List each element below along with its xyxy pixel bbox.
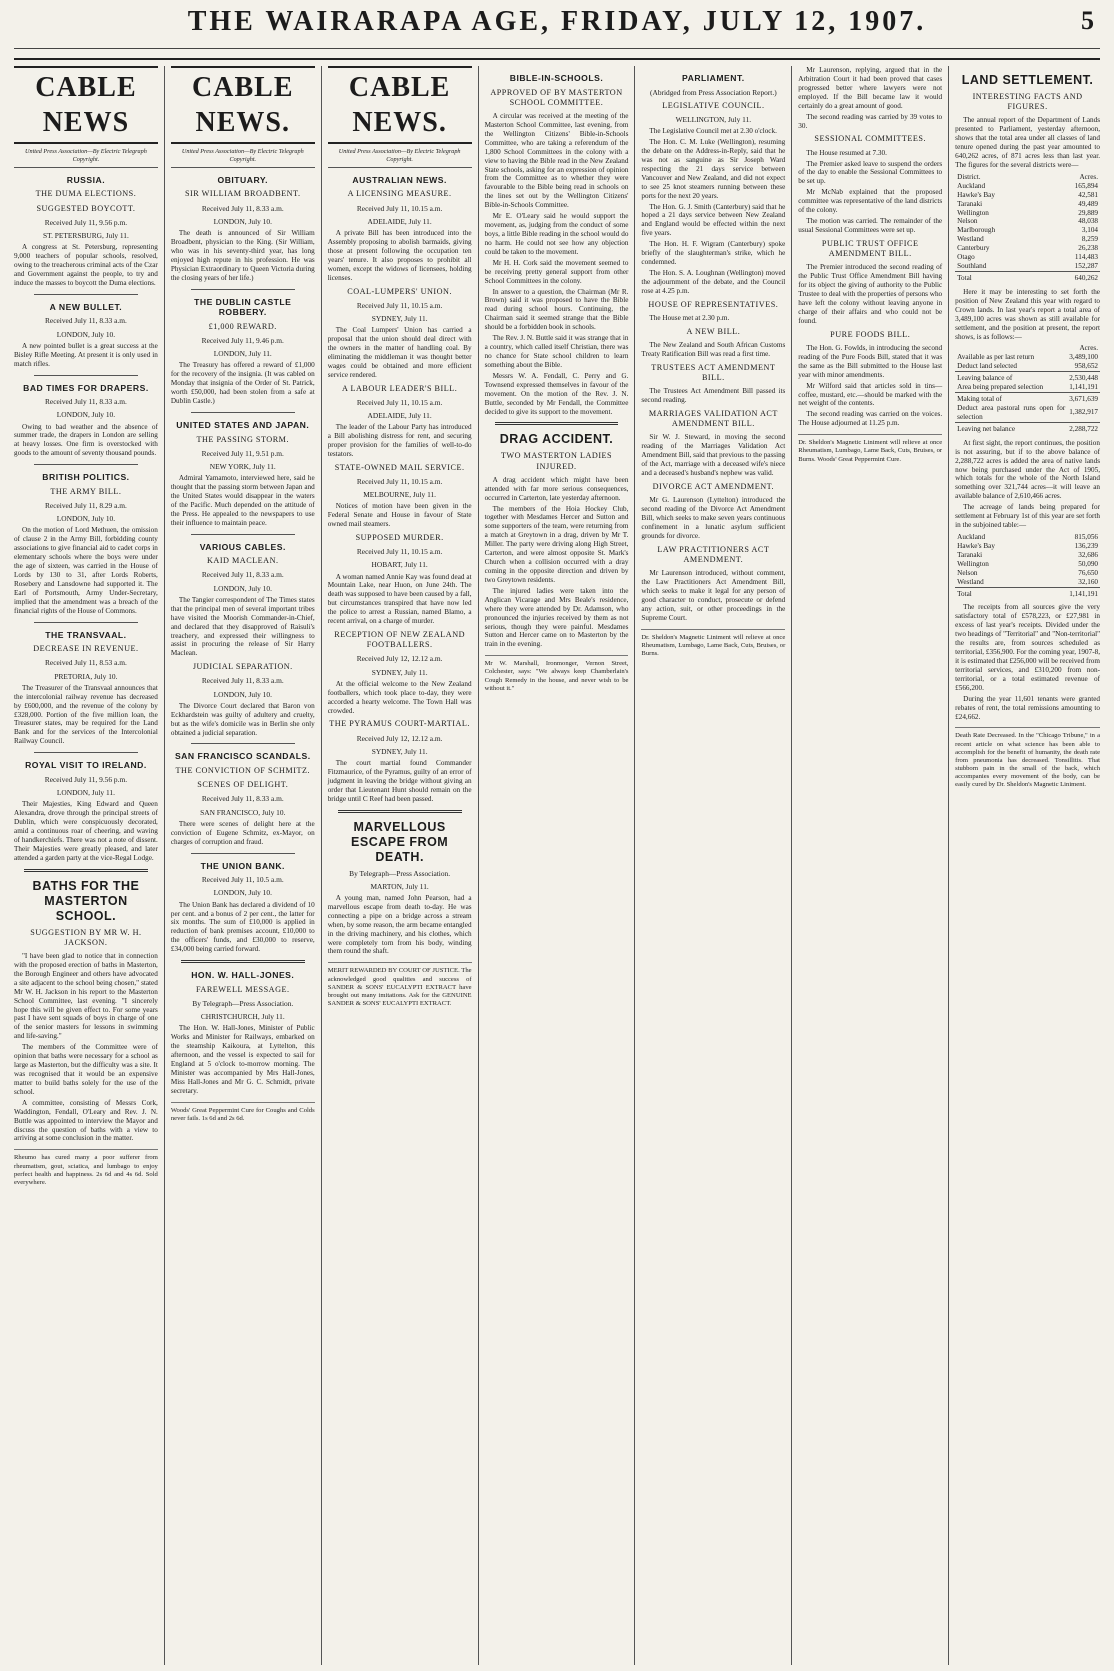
article-paragraph: The second reading was carried on the voices. The House adjourned at 11.25 p.m. (798, 410, 943, 428)
section-heading: THE DUBLIN CASTLE ROBBERY. (194, 296, 292, 318)
section-heading: VARIOUS CABLES. (199, 541, 286, 552)
received-line: Received July 12, 12.12 a.m. (356, 733, 443, 743)
article-paragraph: The annual report of the Department of Lands presented to Parliament, yesterday afternoon, shows that the total area under all classes of land tenure opened during the past year amounted to 640,262 acres, of 871 acres less than last year. The figures for the several districts were— (955, 116, 1100, 169)
total-value: 1,141,191 (1036, 587, 1100, 598)
received-line: Received July 11, 10.15 a.m. (356, 547, 443, 557)
subheading: THE PASSING STORM. (196, 434, 290, 444)
section-heading: BIBLE-IN-SCHOOLS. (509, 73, 604, 83)
article-paragraph: Their Majesties, King Edward and Queen Alexandra, drove through the principal streets of Dublin, which were conspicuously decorated, amid a continuous roar of cheering, and waving of handkerchiefs. There was not a note of dissent. Their Majesties were greatly pleased, and later attended a garden party at the vice-Regal Lodge. (14, 800, 158, 862)
article-paragraph: The death is announced of Sir William Broadbent, physician to the King. (Sir William, who was in his seventy-third year, has long enjoyed high repute in his profession. He was Physician Extraordinary to Queen Victoria during the closing years of her life.) (170, 228, 315, 282)
section-heading: HON. W. HALL-JONES. (191, 970, 295, 981)
divider (34, 752, 138, 753)
subheading: A LICENSING MEASURE. (347, 189, 452, 199)
article-paragraph: The Premier asked leave to suspend the orders of the day to enable the Sessional Committees to be set up. (798, 159, 943, 186)
received-line: Received July 12, 12.12 a.m. (356, 654, 443, 664)
article-paragraph: The injured ladies were taken into the Anglican Vicarage and Mrs Beale's residence, where they were attended by Dr. Adamson, who pronounced the injuries received by them as not serious, though they were painful. Mesdames Sutton and Hercer came on to Masterton by the train in the evening. (484, 586, 629, 649)
balance-label: Leaving net balance (955, 422, 1067, 433)
article-paragraph: Owing to bad weather and the absence of summer trade, the drapers in London are selling at heavy losses. One firm is overstocked with goods to the amount of seventy thousand pounds. (14, 422, 158, 458)
received-line: By Telegraph—Press Association. (192, 998, 294, 1008)
acres-cell: 76,650 (1078, 568, 1098, 577)
article-paragraph: A committee, consisting of Messrs Cork, Waddington, Fendall, O'Leary and Rev. J. N. Buttle was appointed to interview the Mayor and discuss the question of baths with a view to arriving at some conclusion in the matter. (14, 1098, 158, 1143)
table-row (955, 253, 1100, 262)
district-cell: Canterbury (957, 244, 990, 253)
article-paragraph: The Legislative Council met at 2.30 o'clock. (649, 127, 777, 136)
subheading: SESSIONAL COMMITTEES. (814, 134, 927, 144)
advertisement: Woods' Great Peppermint Cure for Coughs and Colds never fails. 1s 6d and 2s 6d. (171, 1102, 315, 1123)
article-paragraph: The Treasurer of the Transvaal announces that the intercolonial railway revenue has decreased by £600,000, and the revenue of the colony by £328,000. Portion of the five million loan, the Treasurer states, may be required for the Land Bank and for the services of the Intercolonial Railway Council. (14, 683, 158, 746)
received-line: Received July 11, 10.15 a.m. (356, 203, 443, 213)
subheading: £1,000 REWARD. (208, 321, 277, 331)
balance-value: 1,382,917 (1069, 408, 1098, 417)
received-line: Received July 11, 9.56 p.m. (44, 774, 128, 784)
received-line: Received July 11, 9.56 p.m. (44, 217, 128, 227)
article-paragraph: There were scenes of delight here at the conviction of Eugene Schmitz, ex-Mayor, on charges of corruption and fraud. (170, 819, 315, 846)
total-row (955, 587, 1100, 598)
received-line: Received July 11, 8.33 a.m. (45, 316, 127, 326)
table-row (955, 542, 1100, 551)
table-row (955, 217, 1100, 226)
divider (34, 294, 138, 295)
table-row (955, 235, 1100, 244)
dateline: LONDON, July 10. (56, 329, 116, 339)
received-line: Received July 11, 10.15 a.m. (356, 300, 443, 310)
article-paragraph: A young man, named John Pearson, had a marvellous escape from death to-day. He was connecting a pipe on a bridge across a stream when, by some reason, the arm became entangled in the driving machinery, and his clothes, which were completely torn from his body, winding them round the shaft. (327, 893, 472, 956)
subheading: MARRIAGES VALIDATION ACT AMENDMENT BILL. (648, 409, 778, 429)
article-paragraph: A woman named Annie Kay was found dead at Mountain Lake, near Huon, on June 24th. The death was supposed to have been caused by a fall, but circumstances transpired that have now led the police to arrest a Russian, named Blamo, a recent arrival, on a charge of murder. (327, 572, 472, 626)
double-divider (24, 869, 148, 872)
dateline: HOBART, July 11. (371, 560, 428, 570)
received-line: Received July 11, 8.33 a.m. (201, 794, 284, 804)
subheading: KAID MACLEAN. (207, 556, 279, 566)
district-cell: Auckland (957, 532, 986, 541)
cable-news-heading: CABLE NEWS. (328, 66, 472, 144)
table-row (955, 551, 1100, 560)
table-row (955, 372, 1100, 383)
article-paragraph: The acreage of lands being prepared for settlement at February 1st of this year are set forth in the subjoined table:— (955, 503, 1100, 530)
subheading: COAL-LUMPERS' UNION. (347, 286, 452, 296)
subheading: STATE-OWNED MAIL SERVICE. (334, 462, 465, 472)
column-2 (165, 66, 322, 1665)
column-1 (8, 66, 165, 1665)
article-paragraph: The motion was carried. The remainder of the usual Sessional Committees were set up. (798, 217, 943, 234)
table-row (955, 262, 1100, 271)
district-cell: Marlborough (957, 226, 996, 235)
article-paragraph: A drag accident which might have been attended with far more serious consequences, occurred in Carterton, late yesterday afternoon. (484, 475, 629, 502)
association-credit: United Press Association—By Electric Telegraph Copyright. (171, 148, 315, 167)
advertisement: Dr. Sheldon's Magnetic Liniment will relieve at once Rheumatism, Lumbago, Lame Back, Cuts, Bruises, or Burns. (641, 629, 785, 659)
article-paragraph: On the motion of Lord Methuen, the omission of clause 2 in the Army Bill, forbidding county associations to give financial aid to cadet corps in elementary schools where the boys were under the age of sixteen, was carried in the House of Lords by 130 to 31, after Lords Roberts, Rosebery and Lansdowne had supported it. The Earl of Portsmouth, Army Under-Secretary, implied that the amendment was a breach of the financial rights of the House of Commons. (14, 526, 158, 615)
acres-cell: 32,686 (1078, 550, 1098, 559)
acres-cell: 50,090 (1078, 559, 1098, 568)
divider (191, 853, 295, 854)
dateline: LONDON, July 10. (56, 410, 116, 420)
section-heading: MARVELLOUS ESCAPE FROM DEATH. (351, 819, 449, 864)
table-row (955, 578, 1100, 587)
table-header-row (955, 344, 1100, 353)
dateline: LONDON, July 11. (213, 349, 272, 359)
article-paragraph: "I have been glad to notice that in connection with the proposed erection of baths in Masterton, the Borough Engineer and others have advocated a site adjacent to the school being chosen," stated Mr W. H. Jackson in his report to the Masterton School Committee, last evening. "I sincerely hope this will be given effect to. For some years past I have sent squads of boys in charge of one of the senior masters for lessons in swimming and life-saving." (14, 952, 158, 1041)
section-heading: OBITUARY. (217, 174, 269, 185)
table-row (955, 422, 1100, 433)
acres-cell: 49,489 (1078, 199, 1098, 208)
district-cell: Westland (957, 577, 984, 586)
table-row (955, 191, 1100, 200)
article-paragraph: The House resumed at 7.30. (806, 148, 887, 157)
subheading: RECEPTION OF NEW ZEALAND FOOTBALLERS. (334, 630, 466, 650)
balance-label: Area being prepared selection (957, 383, 1044, 392)
article-paragraph: Mr E. O'Leary said he would support the movement, as, judging from the conduct of some boys, a little Bible reading in the school would do no harm. He could not see how any objection could be taken to the movement. (484, 212, 629, 256)
received-line: By Telegraph—Press Association. (349, 868, 451, 878)
received-line: Received July 11, 8.53 a.m. (45, 658, 127, 668)
article-paragraph: Notices of motion have been given in the Federal Senate and House in favour of State owned mail steamers. (327, 502, 472, 529)
subheading: PUBLIC TRUST OFFICE AMENDMENT BILL. (821, 238, 919, 259)
acres-cell: 8,259 (1081, 235, 1098, 244)
dateline: SAN FRANCISCO, July 10. (200, 807, 286, 817)
article-paragraph: Mr Laurenson introduced, without comment, the Law Practitioners Act Amendment Bill, which seeks to make it legal for any person of good character to conduct, prosecute or defend any action, suit, or other proceedings in the Supreme Court. (641, 569, 786, 622)
dateline: ST. PETERSBURG, July 11. (43, 230, 129, 240)
column-4 (479, 66, 636, 1665)
double-divider (495, 422, 619, 425)
subheading: SIR WILLIAM BROADBENT. (185, 189, 301, 199)
page-columns (8, 66, 1106, 1665)
subheading: FAREWELL MESSAGE. (195, 984, 290, 994)
article-paragraph: The Hon. H. F. Wigram (Canterbury) spoke briefly of the slaughterman's strike, which he condemned. (641, 240, 786, 267)
balance-table (955, 344, 1100, 433)
section-heading: LAND SETTLEMENT. (961, 73, 1094, 87)
divider (191, 534, 295, 535)
association-credit: United Press Association—By Electric Telegraph Copyright. (14, 148, 158, 167)
table-header-row (955, 173, 1100, 182)
acres-cell: 3,104 (1081, 226, 1098, 235)
column-3 (322, 66, 479, 1665)
subheading: SCENES OF DELIGHT. (197, 780, 289, 790)
article-paragraph: Admiral Yamamoto, interviewed here, said he thought that the passing storm between Japan and the United States would disappear in the waters of the Pacific. Much depended on the attitude of the Press. He appealed to the newspapers to use their influence to maintain peace. (170, 474, 315, 527)
article-paragraph: A private Bill has been introduced into the Assembly proposing to abolish barmaids, giving those at present following the occupation ten years' tenure. It also proposes to prohibit all women, except the widows of licensees, holding licenses. (327, 228, 472, 282)
article-paragraph: The Hon. W. Hall-Jones, Minister of Public Works and Minister for Railways, embarked on the steamship Kaikoura, at Lyttelton, this afternoon, and the vessel is expected to sail for England at 5 o'clock to-morrow morning. The Minister was accompanied by Mrs Hall-Jones, Miss Hall-Jones and Mr G. C. Schmidt, private secretary. (170, 1024, 315, 1095)
divider (191, 289, 295, 290)
acres-cell: 815,056 (1074, 532, 1098, 541)
received-line: Received July 11, 8.29 a.m. (45, 501, 127, 511)
article-paragraph: Mr McNab explained that the proposed committee was representative of the land districts of the colony. (798, 188, 943, 215)
received-line: Received July 11, 8.33 a.m. (201, 676, 284, 686)
section-heading: THE TRANSVAAL. (45, 629, 127, 640)
column-6 (792, 66, 949, 1665)
dateline: ADELAIDE, July 11. (367, 410, 432, 420)
section-heading: BRITISH POLITICS. (42, 472, 130, 483)
subheading: DIVORCE ACT AMENDMENT. (652, 482, 775, 492)
subheading: JUDICIAL SEPARATION. (192, 662, 293, 672)
article-paragraph: A circular was received at the meeting of the Masterton School Committee, last evening, from the Wellington Citizens' Bible-in-Schools Committee, who are taking a referendum of the 1,800 School Committees in the colony with a view to having the Bible read in the New Zealand State schools, asking for an expression of opinion from the Committee as to whether they were favourable to the Bible being read in schools on the lines set out by the Wellington Citizens' Bible-in-Schools Committee. (484, 112, 629, 210)
received-line: Received July 11, 9.51 p.m. (201, 448, 284, 458)
article-paragraph: Mr H. H. Cork said the movement seemed to be receiving pretty general support from other School Committees in the colony. (484, 258, 629, 285)
divider (34, 375, 138, 376)
advertisement: MERIT REWARDED BY COURT OF JUSTICE. The acknowledged good qualities and success of SANDER & SONS' EUCALYPTI EXTRACT have brought out many imitations. Ask for the GENUINE SANDER & SONS' EUCALYPTI EXTRACT. (328, 962, 472, 1008)
balance-value: 958,652 (1074, 362, 1098, 371)
dateline: LONDON, July 10. (213, 888, 272, 898)
divider (34, 464, 138, 465)
acres-cell: 42,581 (1078, 190, 1098, 199)
preparation-table (955, 533, 1100, 598)
column-5 (635, 66, 792, 1665)
article-paragraph: Messrs W. A. Fendall, C. Perry and G. Townsend expressed themselves in favour of the movement. On the motion of the Rev. J. N. Buttle, seconded by Mr Fendall, the Committee decided to give its support to the movement. (484, 371, 629, 416)
balance-label: Making total of (955, 393, 1067, 404)
article-paragraph: The members of the Committee were of opinion that baths were necessary for a school as large as Masterton, but the difficulty was a site. It was recognised that it would be an expensive matter to build baths solely for the use of the school. (14, 1043, 158, 1096)
district-cell: Nelson (957, 217, 978, 226)
section-heading: DRAG ACCIDENT. (499, 432, 614, 447)
association-credit: United Press Association—By Electric Telegraph Copyright. (328, 148, 472, 167)
header-cell: Acres. (1079, 344, 1098, 353)
total-value: 640,262 (1043, 272, 1100, 283)
subheading: SUPPOSED MURDER. (355, 533, 444, 543)
article-paragraph: Sir W. J. Steward, in moving the second reading of the Marriages Validation Act Amendment Bill, said that previous to the passing of the Act, marriage with a deceased wife's niece and a deceased's husband's nephew was valid. (641, 433, 786, 478)
subheading: THE DUMA ELECTIONS. (35, 189, 137, 199)
district-cell: Nelson (957, 568, 978, 577)
article-paragraph: The Treasury has offered a reward of £1,000 for the recovery of the insignia. (It was cabled on Monday that insignia of the Order of St. Patrick, worth £50,000, had been stolen from a safe at Dublin Castle.) (170, 361, 315, 406)
dateline: LONDON, July 10. (213, 689, 272, 699)
table-row (955, 383, 1100, 392)
page-number: 5 (1081, 6, 1094, 35)
acres-cell: 165,894 (1074, 181, 1098, 190)
dateline: WELLINGTON, July 11. (675, 115, 752, 124)
article-paragraph: The court martial found Commander Fitzmaurice, of the Pyramus, guilty of an error of judgment in leaving the bridge without giving an order that Lieutenant Hunt should remain on the bridge until C Reef had been passed. (327, 758, 472, 803)
received-line: Received July 11, 8.33 a.m. (201, 203, 284, 213)
section-heading: BATHS FOR THE MASTERTON SCHOOL. (32, 878, 140, 923)
district-cell: Taranaki (957, 550, 983, 559)
district-cell: Southland (957, 262, 987, 271)
table-row (955, 200, 1100, 209)
balance-label: Leaving balance of (955, 372, 1067, 383)
received-line: Received July 11, 10.5 a.m. (201, 875, 284, 885)
table-row (955, 226, 1100, 235)
section-heading: RUSSIA. (66, 174, 106, 185)
report-note: (Abridged from Press Association Report.) (650, 87, 777, 97)
masthead-rule (14, 48, 1100, 49)
subheading: SUGGESTED BOYCOTT. (36, 203, 136, 213)
total-row (955, 272, 1100, 283)
article-paragraph: The Hon. G. Fowlds, in introducing the second reading of the Pure Foods Bill, stated that it was the same as the Bill submitted to the House last year with minor amendments. (798, 343, 943, 379)
article-paragraph: The Coal Lumpers' Union has carried a proposal that the union should deal direct with the owners in the matter of handling coal. By eliminating the middleman it was thought better wages could be obtained and more efficient service rendered. (327, 326, 472, 379)
acres-cell: 48,038 (1078, 217, 1098, 226)
balance-label: Deduct land selected (957, 362, 1018, 371)
article-paragraph: The second reading was carried by 39 votes to 30. (798, 112, 943, 130)
dateline: MARTON, July 11. (370, 881, 429, 891)
balance-label: Available as per last return (957, 353, 1035, 362)
acres-cell: 29,889 (1078, 208, 1098, 217)
table-row (955, 569, 1100, 578)
article-paragraph: The Trustees Act Amendment Bill passed its second reading. (641, 387, 786, 405)
article-paragraph: The Divorce Court declared that Baron von Eckhardstein was guilty of adultery and cruelty, but as the wife's domicile was in Berlin she only obtained a judicial separation. (170, 701, 315, 737)
dateline: LONDON, July 10. (56, 514, 116, 524)
total-label: Total (955, 587, 1036, 598)
district-cell: Otago (957, 253, 975, 262)
subheading: LAW PRACTITIONERS ACT AMENDMENT. (657, 544, 770, 564)
table-row (955, 209, 1100, 218)
balance-value: 2,288,722 (1067, 422, 1100, 433)
subheading: LEGISLATIVE COUNCIL. (662, 100, 765, 110)
article-paragraph: In answer to a question, the Chairman (Mr R. Brown) said it was proposed to have the Bible read during school hours. Continuing, the Chairman said it seemed strange that the Bible should be a forbidden book in schools. (484, 287, 629, 332)
article-paragraph: Mr Wilford said that articles sold in tins—coffee, mustard, etc.—should be marked with the net weight of the contents. (798, 381, 943, 408)
section-heading: PARLIAMENT. (682, 73, 745, 83)
district-cell: Auckland (957, 181, 986, 190)
balance-value: 1,141,191 (1069, 383, 1098, 392)
table-row (955, 244, 1100, 253)
article-paragraph: The Rev. J. N. Buttle said it was strange that in a country, which called itself Christian, there was no chance for State school children to learn something about the Bible. (484, 334, 629, 369)
table-row (955, 560, 1100, 569)
column-7 (949, 66, 1106, 1665)
subheading: SUGGESTION BY MR W. H. JACKSON. (30, 927, 142, 947)
dateline: SYDNEY, July 11. (371, 667, 428, 677)
subheading: A NEW BILL. (686, 326, 741, 336)
divider (191, 412, 295, 413)
article-paragraph: A new pointed bullet is a great success at the Bisley Rifle Meeting. At present it is only used in match rifles. (14, 341, 158, 368)
advertisement: Death Rate Decreased. In the "Chicago Tribune," in a recent article on what science has been able to accomplish for the benefit of humanity, the death rate from pneumonia has decreased. Tonsillitis. That stubborn pain in the small of the back, which accompanies every movement of the body, can be easily cured by Dr. Sheldon's Magnetic Liniment. (955, 727, 1100, 789)
subheading: APPROVED OF BY MASTERTON SCHOOL COMMITTEE. (490, 87, 623, 107)
subheading: DECREASE IN REVENUE. (33, 644, 139, 654)
balance-label: Deduct area pastoral runs open for selection (957, 404, 1066, 421)
total-label: Total (955, 272, 1043, 283)
section-heading: AUSTRALIAN NEWS. (352, 174, 447, 185)
article-paragraph: At first sight, the report continues, the position is not assuring, but if to the above balance of 2,288,722 acres is added the area of native lands now being purchased under the Act of 1905, which totals for the whole of the North Island something over 321,744 acres—it will leave an available balance of 2,610,466 acres. (955, 438, 1100, 501)
table-row (955, 404, 1100, 422)
section-heading: BAD TIMES FOR DRAPERS. (23, 382, 149, 393)
article-paragraph: The Hon. S. A. Loughnan (Wellington) moved the adjournment of the debate, and the Council rose at 4.25 p.m. (641, 269, 786, 295)
subheading: THE ARMY BILL. (50, 486, 122, 496)
balance-value: 2,530,448 (1067, 372, 1100, 383)
article-paragraph: Mr Laurenson, replying, argued that in the Arbitration Court it had been proved that cases progressed better where lawyers were not employed. If the Bill became law it would certainly do a great amount of good. (798, 66, 943, 110)
subheading: PURE FOODS BILL. (830, 329, 911, 339)
table-row (955, 362, 1100, 371)
district-cell: Wellington (957, 208, 989, 217)
advertisement: Mr W. Marshall, Ironmonger, Vernon Street, Colchester, says: "We always keep Chamberlain's Cough Remedy in the house, and never wish to be without it." (485, 655, 629, 693)
table-row (955, 353, 1100, 362)
article-paragraph: The members of the Hoia Hockey Club, together with Mesdames Hercer and Sutton and some supporters of the team, were returning from a match at Greytown in a drag, driven by Mr T. Miller. The party were driving along High Street, Carterton, and were almost opposite St. Mark's Church when a collision occurred with a dray coming in the opposite direction and driven by two Greytown residents. (484, 504, 629, 584)
subheading: THE PYRAMUS COURT-MARTIAL. (329, 719, 470, 729)
district-cell: Hawke's Bay (957, 541, 995, 550)
district-cell: Wellington (957, 559, 989, 568)
section-heading: ROYAL VISIT TO IRELAND. (25, 760, 147, 771)
section-heading: UNITED STATES AND JAPAN. (176, 419, 310, 430)
article-paragraph: At the official welcome to the New Zealand footballers, which took place to-day, they were accorded a hearty welcome. The Town Hall was crowded. (327, 679, 472, 715)
subheading: A LABOUR LEADER'S BILL. (341, 383, 458, 393)
district-acres-table (955, 173, 1100, 283)
article-paragraph: The House met at 2.30 p.m. (649, 313, 730, 322)
header-cell: Acres. (1079, 172, 1098, 181)
table-row (955, 182, 1100, 191)
dateline: LONDON, July 10. (213, 583, 272, 593)
subheading: TWO MASTERTON LADIES INJURED. (500, 451, 613, 471)
advertisement: Rheumo has cured many a poor sufferer from rheumatism, gout, sciatica, and lumbago to enjoy perfect health and happiness. 2s 6d and 4s 6d. Sold everywhere. (14, 1149, 158, 1187)
district-cell: Hawke's Bay (957, 190, 995, 199)
article-paragraph: The Hon. G. J. Smith (Canterbury) said that he hoped a 21 days service between New Zealand and England would be effected within the next five years. (641, 202, 786, 238)
cable-news-heading: CABLE NEWS (14, 66, 158, 144)
dateline: LONDON, July 11. (56, 788, 115, 798)
subheading: TRUSTEES ACT AMENDMENT BILL. (651, 362, 776, 383)
received-line: Received July 11, 10.15 a.m. (356, 476, 443, 486)
cable-news-heading: CABLE NEWS. (171, 66, 315, 144)
article-paragraph: A congress at St. Petersburg, representing 9,000 teachers of popular schools, resolved, owing to the treacherous criminal acts of the Czar and Government against the people, to try and induce the masses to boycott the Duma elections. (14, 243, 158, 287)
dateline: NEW YORK, July 11. (209, 461, 276, 471)
article-paragraph: Here it may be interesting to set forth the position of New Zealand this year with regard to Crown lands. In last year's report a total area of 3,489,100 acres was shown as still available for settlement, and the position at present, the report shows, is as follows:— (955, 287, 1100, 341)
article-paragraph: The New Zealand and South African Customs Treaty Ratification Bill was read a first time. (641, 341, 786, 358)
header-cell: District. (957, 172, 981, 181)
article-paragraph: The Hon. C. M. Luke (Wellington), resuming the debate on the Address-in-Reply, said that he was not as sanguine as Sir Joseph Ward respecting the 21 days service between Vancouver and New Zealand, and did not expect to see 25 knot steamers running between these ports for the next 20 years. (641, 138, 786, 200)
section-heading: THE UNION BANK. (200, 860, 285, 871)
dateline: LONDON, July 10. (213, 216, 272, 226)
district-cell: Westland (957, 235, 984, 244)
double-divider (338, 810, 462, 813)
advertisement: Dr. Sheldon's Magnetic Liniment will relieve at once Rheumatism, Lumbago, Lame Back, Cuts, Bruises, or Burns. Woods' Great Peppermint Cure. (798, 434, 942, 464)
double-divider (181, 960, 305, 963)
article-paragraph: The Tangier correspondent of The Times states that the principal men of several important tribes have visited the Moorish Commander-in-Chief, and declared that they disapproved of Raisuli's treachery, and expressed their willingness to assist in procuring the release of Sir Harry Maclean. (170, 595, 315, 658)
subheading: INTERESTING FACTS AND FIGURES. (972, 92, 1083, 112)
table-row (955, 533, 1100, 542)
table-row (955, 393, 1100, 404)
balance-value: 3,489,100 (1069, 353, 1098, 362)
divider (191, 743, 295, 744)
article-paragraph: During the year 11,601 tenants were granted rebates of rent, the total remissions amounting to £24,662. (955, 694, 1100, 721)
section-heading: SAN FRANCISCO SCANDALS. (174, 751, 311, 762)
acres-cell: 114,483 (1074, 253, 1098, 262)
newspaper-title: THE WAIRARAPA AGE, FRIDAY, JULY 12, 1907. (187, 6, 927, 37)
balance-value: 3,671,639 (1067, 393, 1100, 404)
dateline: PRETORIA, July 10. (54, 671, 118, 681)
article-paragraph: The Premier introduced the second reading of the Public Trust Office Amendment Bill having for its object the giving of authority to the Public Trustee to deal with the properties of persons who have left the colony without leaving anyone in charge of their affairs and who could not be found. (798, 263, 943, 325)
masthead (14, 4, 1100, 60)
dateline: ADELAIDE, July 11. (367, 216, 432, 226)
article-paragraph: The receipts from all sources give the very satisfactory total of £578,223, or £27,981 in excess of last year's receipts. Divided under the two headings of "Territorial" and "Non-territorial" the results are, from sources scheduled as territorial, £356,900. For the coming year, 1907-8, it is estimated that £256,000 will be received from territorial services, and £310,200 from non-territorial, or a total estimated revenue of £566,200. (955, 603, 1100, 692)
article-paragraph: Mr G. Laurenson (Lyttelton) introduced the second reading of the Divorce Act Amendment Bill, which seeks to make seven years continuous confinement in a lunatic asylum sufficient grounds for divorce. (641, 496, 786, 540)
dateline: MELBOURNE, July 11. (363, 490, 437, 500)
divider (34, 622, 138, 623)
subheading: THE CONVICTION OF SCHMITZ. (175, 766, 310, 776)
received-line: Received July 11, 8.33 a.m. (45, 397, 127, 407)
dateline: SYDNEY, July 11. (371, 746, 428, 756)
received-line: Received July 11, 8.33 a.m. (201, 570, 284, 580)
received-line: Received July 11, 9.46 p.m. (201, 336, 284, 345)
acres-cell: 32,160 (1078, 577, 1098, 586)
acres-cell: 152,287 (1074, 262, 1098, 271)
subheading: HOUSE OF REPRESENTATIVES. (648, 299, 779, 309)
received-line: Received July 11, 10.15 a.m. (356, 397, 443, 407)
article-paragraph: The Union Bank has declared a dividend of 10 per cent. and a bonus of 2 per cent., the latter for six months. The sum of £10,000 is applied in reduction of bank premises account, £10,000 to the officers' funds, and £30,000 to reserve, £34,000 being carried forward. (170, 900, 315, 954)
acres-cell: 26,238 (1078, 244, 1098, 253)
dateline: CHRISTCHURCH, July 11. (200, 1012, 285, 1022)
acres-cell: 136,239 (1074, 541, 1098, 550)
article-paragraph: The leader of the Labour Party has introduced a Bill abolishing distress for rent, and securing proper provision for the families of well-to-do testators. (327, 423, 472, 458)
section-heading: A NEW BULLET. (49, 301, 123, 312)
dateline: SYDNEY, July 11. (371, 313, 428, 323)
district-cell: Taranaki (957, 199, 983, 208)
